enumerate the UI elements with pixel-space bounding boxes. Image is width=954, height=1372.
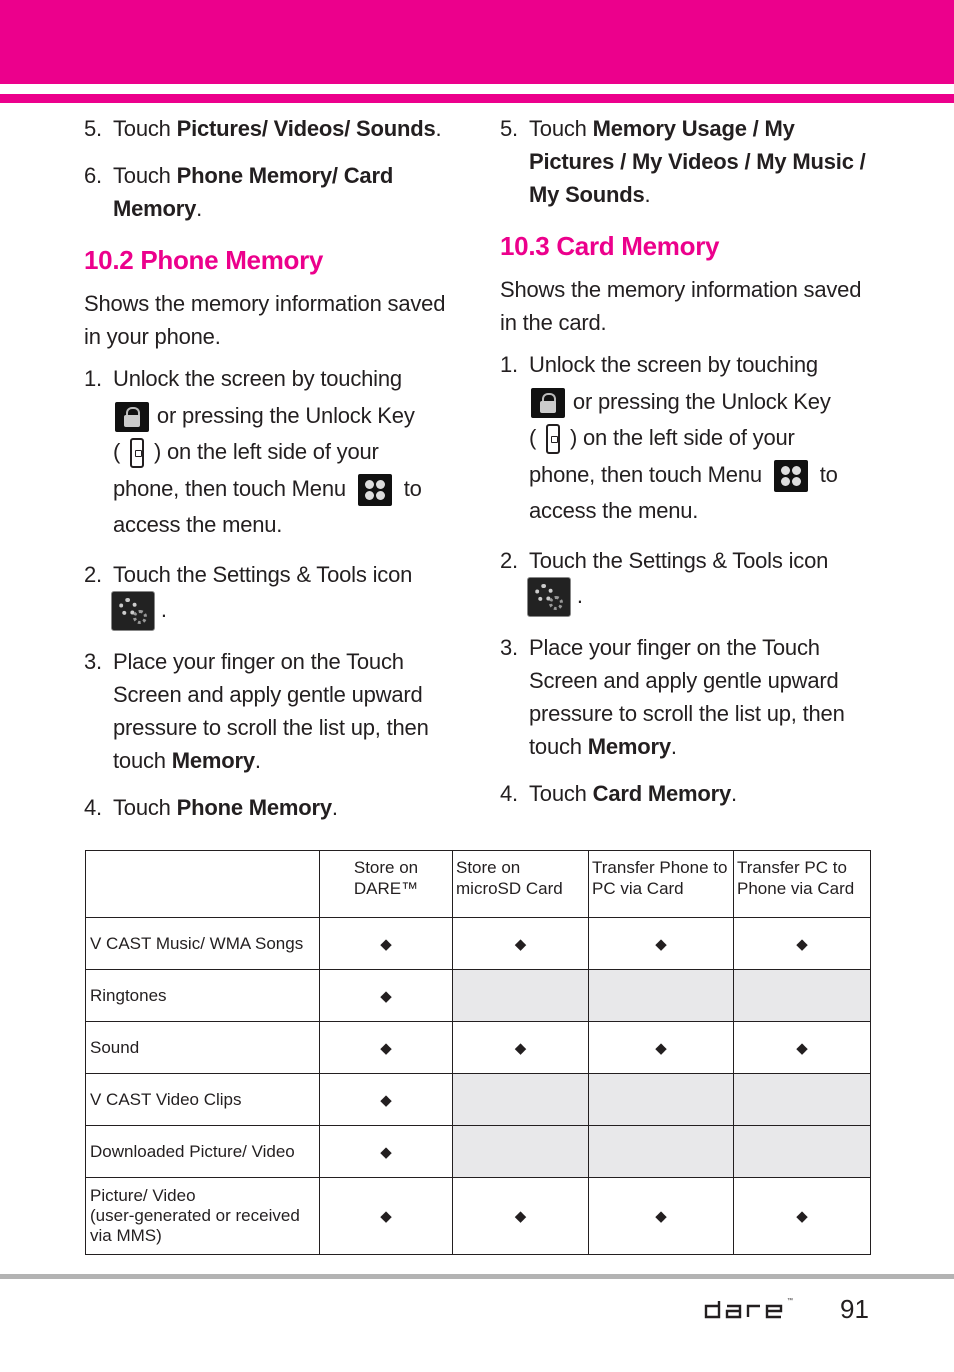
settings-tools-icon [527, 577, 571, 617]
step-text: access the menu. [529, 498, 699, 523]
step-number: 3. [84, 648, 102, 674]
step-punct: . [576, 582, 583, 608]
step-text: or pressing the Unlock Key [567, 388, 831, 414]
table-cell [453, 1178, 589, 1255]
step-text: Touch the Settings & Tools icon [529, 547, 829, 573]
table-row [86, 1126, 871, 1178]
settings-tools-icon [111, 591, 155, 631]
step-punct: . [254, 747, 261, 773]
table-header-cell [86, 851, 320, 918]
step-text: Place your finger on the Touch Screen and apply gentle upward pressure to scroll the list up, then touch [113, 648, 429, 773]
step-list-top-right [500, 112, 872, 211]
table-row [86, 1022, 871, 1074]
step-bold-text: Phone Memory/ Card Memory [113, 163, 394, 221]
check-diamond-icon: ◆ [514, 1039, 527, 1057]
unlock-key-icon [130, 438, 144, 468]
table-cell [320, 1126, 453, 1178]
table-header-cell: Transfer PC to Phone via Card [734, 851, 871, 918]
step-1-right [500, 347, 872, 530]
step-4-left [84, 791, 454, 824]
check-diamond-icon: ◆ [380, 1091, 392, 1109]
table-row-label [86, 1178, 320, 1255]
step-text: access the menu. [113, 512, 283, 537]
table-row-label: Ringtones [86, 970, 320, 1022]
table-cell [589, 1178, 734, 1255]
step-list-top [84, 112, 454, 225]
check-diamond-icon: ◆ [796, 935, 808, 953]
table-cell [320, 1022, 453, 1074]
table-cell [453, 1022, 589, 1074]
table-cell [320, 1178, 453, 1255]
header-rule [0, 94, 954, 103]
table-cell [734, 1178, 871, 1255]
table-cell [734, 1022, 871, 1074]
table-row-label: Downloaded Picture/ Video [86, 1126, 320, 1178]
step-text: Touch [529, 780, 593, 806]
table-cell [453, 970, 589, 1022]
step-text: Touch the Settings & Tools icon [113, 561, 413, 587]
table-cell [453, 1126, 589, 1178]
menu-icon [774, 460, 808, 492]
step-number: 2. [500, 547, 518, 573]
step-text: ) on the left side of your [564, 425, 795, 450]
table-cell [734, 970, 871, 1022]
left-column [84, 112, 454, 838]
step-punct: . [196, 196, 203, 221]
step-text: ) on the left side of your [148, 439, 379, 464]
unlock-key-icon [546, 424, 560, 454]
table-header-cell: Transfer Phone to PC via Card [589, 851, 734, 918]
step-number: 4. [500, 780, 518, 806]
step-bold-text: Phone Memory [176, 794, 332, 820]
step-text: phone, then touch Menu [113, 475, 352, 501]
step-bold-text: Memory Usage / My Pictures / My Videos / My Music / My Sounds [529, 116, 866, 207]
lock-icon [115, 402, 149, 432]
step-bold-text: Pictures/ Videos/ Sounds [176, 116, 436, 141]
step-punct: . [731, 780, 737, 806]
step-text: Touch [113, 163, 177, 188]
step-bold-text: Memory [587, 733, 671, 759]
table-row-label-line: Picture/ Video [90, 1186, 196, 1205]
section-intro: Shows the memory information saved in the card. [500, 277, 862, 335]
step-text: Place your finger on the Touch Screen and apply gentle upward pressure to scroll the list up, then touch [529, 634, 845, 759]
table-cell [320, 918, 453, 970]
table-header-row [86, 851, 871, 918]
table-row [86, 970, 871, 1022]
step-punct: . [160, 596, 167, 622]
svg-text:™: ™ [787, 1298, 793, 1304]
table-header-cell: Store on DARE™ [320, 851, 453, 918]
step-3-right [500, 631, 872, 763]
table-cell [734, 918, 871, 970]
check-diamond-icon: ◆ [380, 935, 392, 953]
table-cell [589, 1126, 734, 1178]
table-row [86, 918, 871, 970]
footer-rule [0, 1274, 954, 1279]
check-diamond-icon: ◆ [655, 935, 667, 953]
step-text: Unlock the screen by touching [113, 366, 402, 391]
step-punct: . [644, 182, 651, 207]
step-bold-text: Memory [171, 747, 255, 773]
table-row-label: V CAST Music/ WMA Songs [86, 918, 320, 970]
step-number: 5. [84, 116, 102, 141]
step-number: 3. [500, 634, 518, 660]
table-row [86, 1178, 871, 1255]
check-diamond-icon: ◆ [380, 1143, 392, 1161]
step-bold-text: Card Memory [592, 780, 732, 806]
step-text: Touch [113, 794, 177, 820]
table-row-label-line: (user-generated or received via MMS) [90, 1206, 300, 1245]
table-cell [320, 1074, 453, 1126]
step-2-left [84, 558, 454, 631]
table-cell [453, 918, 589, 970]
step-number: 4. [84, 794, 102, 820]
step-punct: . [670, 733, 677, 759]
check-diamond-icon: ◆ [655, 1039, 667, 1057]
step-text: to [397, 475, 422, 501]
table-cell [589, 1022, 734, 1074]
step-number: 6. [84, 163, 102, 188]
check-diamond-icon: ◆ [514, 935, 527, 953]
table-header-cell: Store on microSD Card [453, 851, 589, 918]
step-text: Touch [113, 116, 177, 141]
check-diamond-icon: ◆ [380, 987, 392, 1005]
table-cell [589, 1074, 734, 1126]
table-row [86, 1074, 871, 1126]
table-cell [734, 1126, 871, 1178]
step-4-right [500, 777, 872, 810]
table-cell [320, 970, 453, 1022]
check-diamond-icon: ◆ [380, 1039, 392, 1057]
step-number: 1. [500, 352, 518, 377]
table-cell [734, 1074, 871, 1126]
check-diamond-icon: ◆ [655, 1208, 667, 1225]
check-diamond-icon: ◆ [796, 1039, 808, 1057]
step-list-phone-memory [84, 361, 454, 824]
step-2-right [500, 544, 872, 617]
step-text: to [813, 461, 838, 487]
table-cell [589, 918, 734, 970]
table-cell [589, 970, 734, 1022]
step-3-left [84, 645, 454, 777]
right-column [500, 112, 872, 824]
header-band [0, 0, 954, 84]
check-diamond-icon: ◆ [796, 1208, 808, 1225]
lock-icon [531, 388, 565, 418]
step-text: Touch [529, 116, 593, 141]
page-number: 91 [840, 1294, 869, 1324]
step-text: ( [113, 439, 127, 464]
step-5-right [500, 112, 872, 211]
step-punct: . [435, 116, 442, 141]
menu-icon [358, 474, 392, 506]
section-heading-phone-memory: 10.2 Phone Memory [84, 245, 324, 275]
step-text: or pressing the Unlock Key [151, 402, 415, 428]
table-cell [453, 1074, 589, 1126]
step-number: 2. [84, 561, 102, 587]
step-punct: . [331, 794, 338, 820]
check-diamond-icon: ◆ [380, 1208, 392, 1225]
section-heading-card-memory: 10.3 Card Memory [500, 231, 720, 261]
dare-logo [703, 1295, 819, 1323]
table-row-label: V CAST Video Clips [86, 1074, 320, 1126]
section-intro: Shows the memory information saved in your phone. [84, 291, 446, 349]
step-5-left [84, 112, 454, 145]
step-1-left [84, 361, 454, 544]
step-text: Unlock the screen by touching [529, 352, 818, 377]
step-text: phone, then touch Menu [529, 461, 768, 487]
step-6-left [84, 159, 454, 225]
table-row-label: Sound [86, 1022, 320, 1074]
check-diamond-icon: ◆ [514, 1208, 527, 1225]
memory-feature-table [85, 850, 871, 1255]
step-list-card-memory [500, 347, 872, 810]
step-number: 5. [500, 116, 518, 141]
step-number: 1. [84, 366, 102, 391]
step-text: ( [529, 425, 543, 450]
